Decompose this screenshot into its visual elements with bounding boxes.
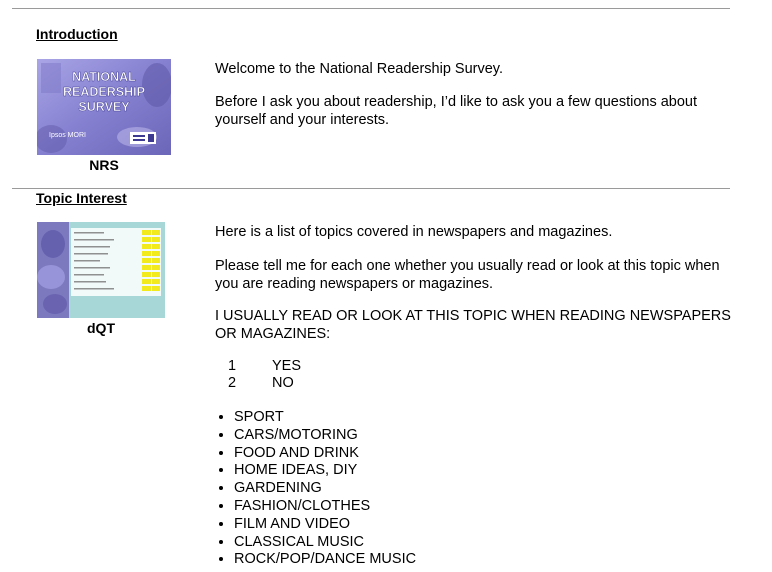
topic-item: • GARDENING xyxy=(234,480,416,498)
option-label-no: NO xyxy=(272,375,294,391)
option-code-yes: 1 xyxy=(228,358,237,374)
top-divider xyxy=(12,8,730,9)
image-caption-nrs: NRS xyxy=(89,157,119,173)
topic-item: • FILM AND VIDEO xyxy=(234,516,416,534)
option-code-no: 2 xyxy=(228,375,237,391)
logo-line-3: SURVEY xyxy=(78,100,130,114)
topic-item: • CLASSICAL MUSIC xyxy=(234,534,416,552)
section-heading-topic-interest: Topic Interest xyxy=(36,190,127,206)
nrs-logo-image xyxy=(37,59,171,155)
topic-question-text: I USUALLY READ OR LOOK AT THIS TOPIC WHEN READING NEWSPAPERS OR MAGAZINES: xyxy=(215,308,731,342)
topic-item: • FASHION/CLOTHES xyxy=(234,498,416,516)
topic-item: • FOOD AND DRINK xyxy=(234,445,416,463)
topic-item: • CARS/MOTORING xyxy=(234,427,416,445)
topic-item: • SPORT xyxy=(234,409,416,427)
topic-list xyxy=(215,409,416,569)
topic-instruction-text: Please tell me for each one whether you usually read or look at this topic when you are reading newspapers or magazines. xyxy=(215,258,720,292)
section-heading-introduction: Introduction xyxy=(36,26,118,42)
logo-line-2: READERSHIP xyxy=(63,85,145,99)
intro-welcome-text: Welcome to the National Readership Survey. xyxy=(215,61,503,77)
section-divider xyxy=(12,188,730,189)
topic-item: • HOME IDEAS, DIY xyxy=(234,462,416,480)
option-label-yes: YES xyxy=(272,358,302,374)
intro-before-text: Before I ask you about readership, I’d like to ask you a few questions about yourself and your interests. xyxy=(215,94,698,128)
topic-list-intro-text: Here is a list of topics covered in newspapers and magazines. xyxy=(215,224,613,240)
image-caption-dqt: dQT xyxy=(87,320,115,336)
dqt-showcard-image xyxy=(37,222,165,318)
topic-item: • ROCK/POP/DANCE MUSIC xyxy=(234,551,416,569)
logo-line-1: NATIONAL xyxy=(72,70,136,84)
ipsos-mori-logo-text: Ipsos MORI xyxy=(49,132,86,139)
